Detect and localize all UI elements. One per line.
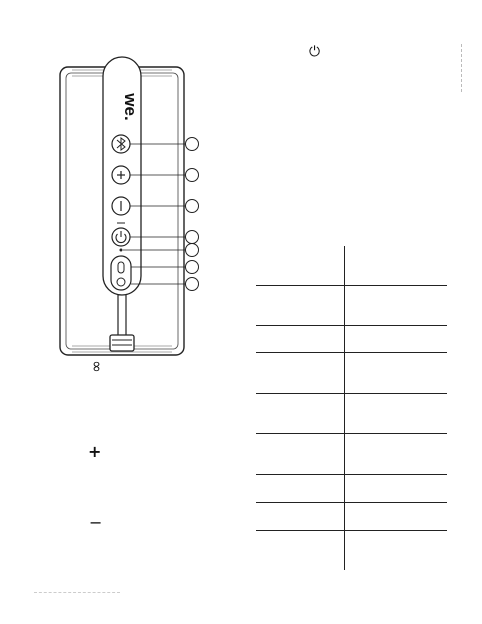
table-row-rule: [256, 530, 447, 531]
callout-6: [185, 260, 199, 274]
power-symbol-heading: ⏻: [309, 44, 321, 60]
callout-5: [185, 243, 199, 257]
callout-1: [185, 137, 199, 151]
table-row-rule: [256, 352, 447, 353]
callout-2: [185, 168, 199, 182]
speaker-side-view-diagram: [40, 55, 210, 375]
table-row-rule: [256, 474, 447, 475]
strap-buckle: [110, 335, 134, 351]
callout-3: [185, 199, 199, 213]
page-edge-mark: [461, 44, 463, 92]
table-row-rule: [256, 502, 447, 503]
brand-logo: we.: [121, 93, 140, 121]
table-row-rule: [256, 325, 447, 326]
table-row-rule: [256, 433, 447, 434]
plus-symbol: +: [88, 442, 102, 461]
footer-mark: [34, 592, 120, 594]
table-column-divider: [344, 246, 345, 570]
callout-4: [185, 230, 199, 244]
table-row-rule: [256, 285, 447, 286]
link-symbol: ∞: [87, 360, 106, 373]
callout-7: [185, 277, 199, 291]
table-row-rule: [256, 393, 447, 394]
minus-symbol: −: [89, 513, 103, 532]
